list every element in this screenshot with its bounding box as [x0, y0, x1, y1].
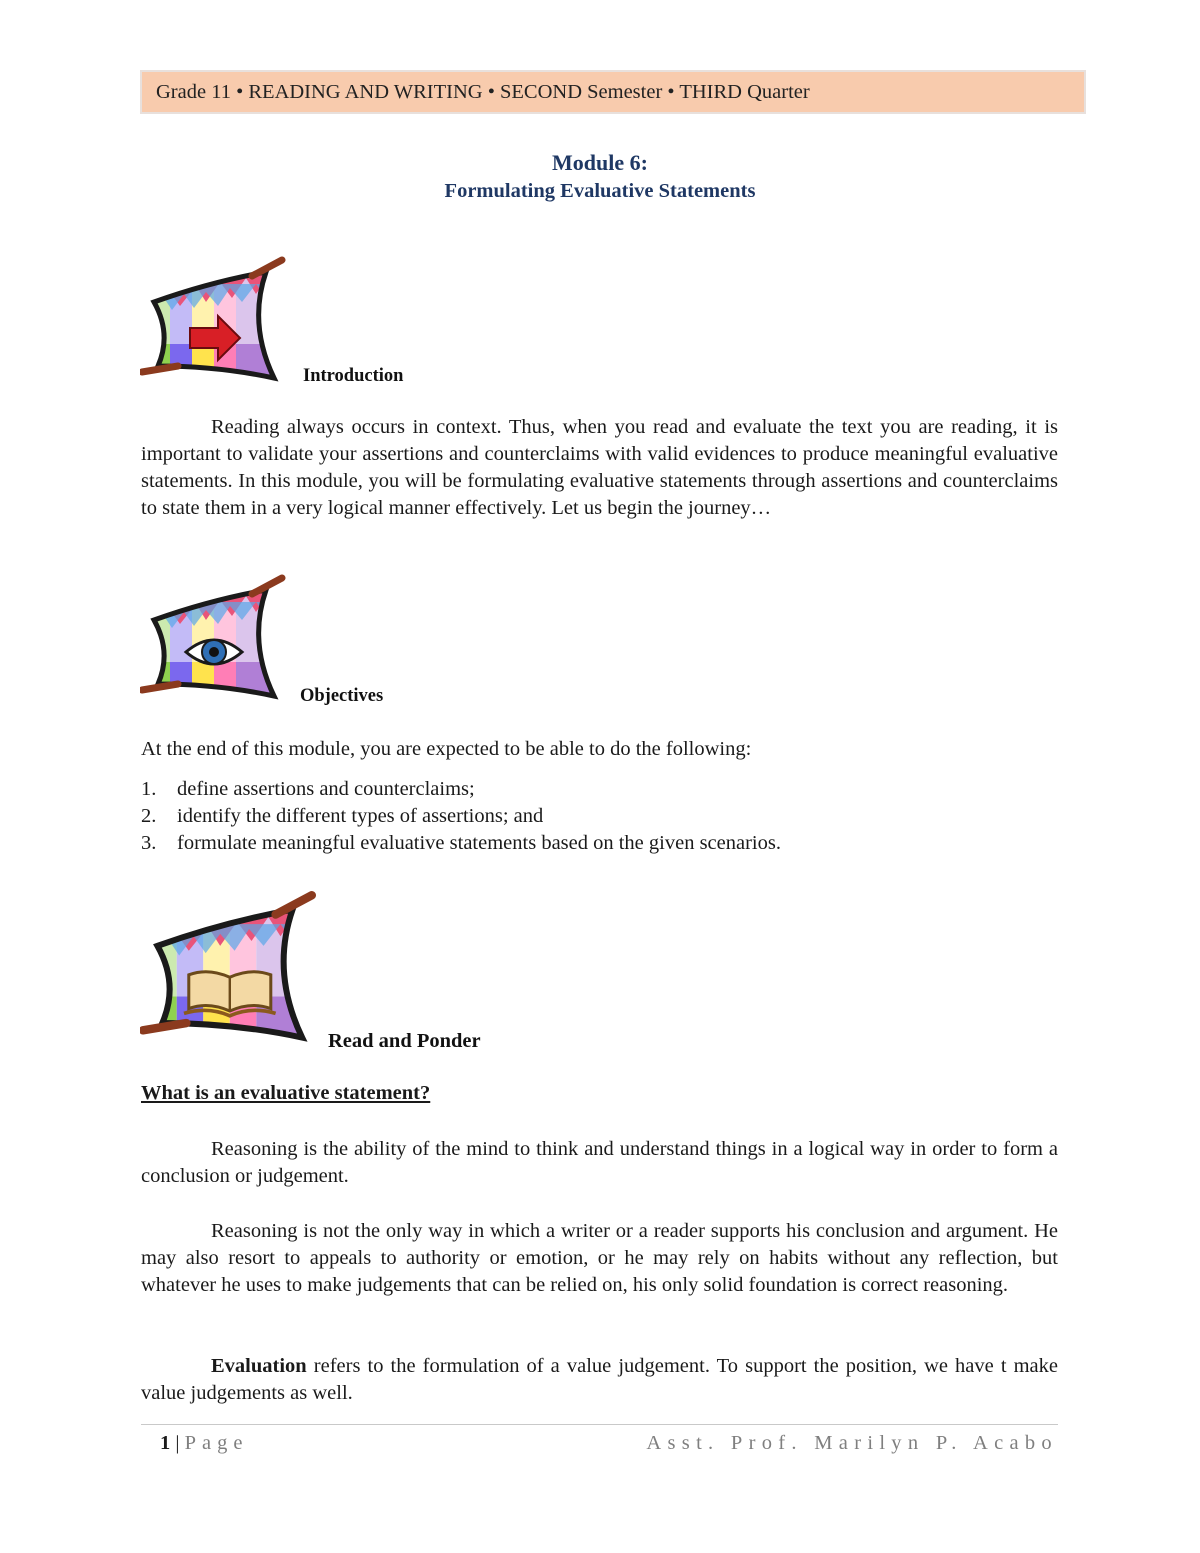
- footer-divider: [141, 1424, 1058, 1425]
- footer-page-info: [160, 1432, 248, 1455]
- header-bar: [140, 70, 1086, 114]
- page-number: 1: [160, 1432, 171, 1454]
- intro-paragraph: Reading always occurs in context. Thus, when you read and evaluate the text you are reading, it is important to validate your assertions and counterclaims with valid evidences to produce meaningful evaluative statements. In this module, you will be formulating evaluative statements through assertions and counterclaims to state them in a very logical manner effectively. Let us begin the journey…: [141, 416, 1058, 519]
- module-title: Module 6:: [552, 150, 648, 175]
- objectives-lead: At the end of this module, you are expected to be able to do the following:: [141, 738, 752, 760]
- footer-author: Asst. Prof. Marilyn P. Acabo: [646, 1432, 1058, 1454]
- paragraph-evaluation: Evaluation refers to the formulation of a value judgement. To support the position, we have t make value judgements as well.: [141, 1355, 1058, 1404]
- evaluation-term: Evaluation: [211, 1355, 307, 1377]
- read-ponder-heading: Read and Ponder: [328, 1030, 481, 1052]
- module-subtitle: Formulating Evaluative Statements: [444, 180, 756, 202]
- section-question: What is an evaluative statement?: [141, 1082, 431, 1104]
- list-item: 2. identify the different types of assertions; and: [141, 805, 544, 827]
- list-item: 1. define assertions and counterclaims;: [141, 778, 475, 800]
- objectives-list: [141, 776, 1058, 857]
- list-item: 3. formulate meaningful evaluative statements based on the given scenarios.: [141, 832, 781, 854]
- page-label: Page: [184, 1432, 249, 1454]
- read-ponder-banner-icon: [140, 888, 322, 1052]
- introduction-heading: Introduction: [303, 366, 404, 386]
- footer-separator: |: [170, 1432, 185, 1454]
- objectives-banner-icon: [140, 572, 290, 708]
- paragraph-reasoning-support: Reasoning is not the only way in which a writer or a reader supports his conclusion and argument. He may also resort to appeals to authority or emotion, or he may rely on habits without any reflection, but whatever he uses to make judgements that can be relied on, his only solid foundation is correct reasoning.: [141, 1220, 1058, 1296]
- paragraph-reasoning-definition: Reasoning is the ability of the mind to think and understand things in a logical way in order to form a conclusion or judgement.: [141, 1138, 1058, 1187]
- objectives-heading: Objectives: [300, 686, 384, 706]
- introduction-banner-icon: [140, 254, 290, 390]
- header-text: Grade 11 • READING AND WRITING • SECOND Semester • THIRD Quarter: [156, 80, 810, 103]
